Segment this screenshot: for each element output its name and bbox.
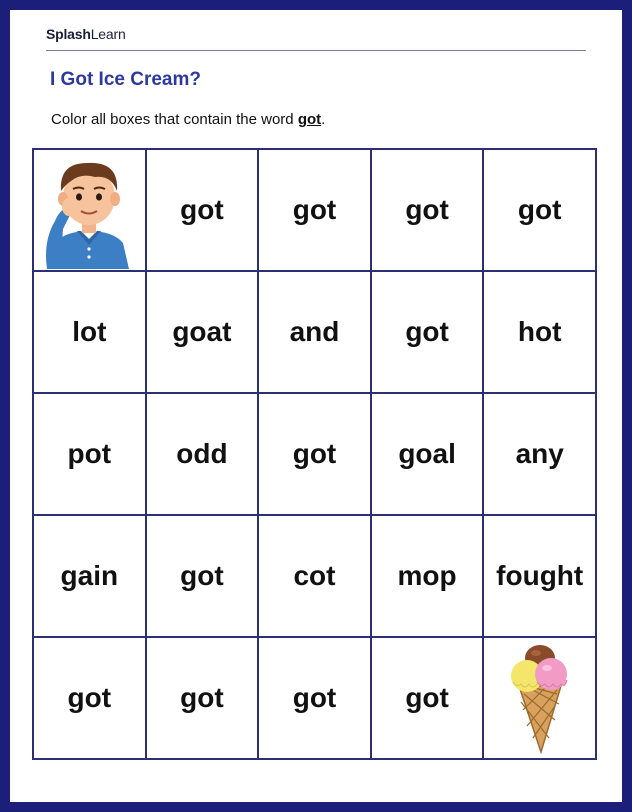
- instruction-prefix: Color all boxes that contain the word: [51, 111, 298, 128]
- brand-bold: Splash: [46, 26, 91, 42]
- worksheet-title: I Got Ice Cream?: [50, 69, 201, 90]
- word-grid: [32, 148, 597, 760]
- brand-light: Learn: [90, 26, 126, 42]
- ice-cream-image-cell: [484, 638, 597, 760]
- word-cell[interactable]: got: [34, 638, 147, 760]
- boy-image-cell: [34, 150, 147, 272]
- word-cell[interactable]: got: [372, 638, 485, 760]
- ice-cream-icon: [505, 642, 575, 754]
- word-cell[interactable]: goal: [372, 394, 485, 516]
- worksheet-page: [10, 10, 622, 802]
- word-cell[interactable]: any: [484, 394, 597, 516]
- word-cell[interactable]: and: [259, 272, 372, 394]
- brand-logo: [46, 26, 126, 42]
- word-cell[interactable]: got: [147, 516, 260, 638]
- word-cell[interactable]: mop: [372, 516, 485, 638]
- boy-thinking-icon: [37, 151, 141, 269]
- instruction-text: [51, 111, 325, 128]
- word-cell[interactable]: got: [147, 150, 260, 272]
- word-cell[interactable]: lot: [34, 272, 147, 394]
- word-cell[interactable]: fought: [484, 516, 597, 638]
- word-cell[interactable]: goat: [147, 272, 260, 394]
- word-cell[interactable]: got: [372, 150, 485, 272]
- word-cell[interactable]: got: [259, 150, 372, 272]
- word-cell[interactable]: got: [259, 638, 372, 760]
- word-cell[interactable]: odd: [147, 394, 260, 516]
- instruction-keyword: got: [297, 111, 322, 128]
- word-cell[interactable]: got: [147, 638, 260, 760]
- word-cell[interactable]: got: [259, 394, 372, 516]
- word-cell[interactable]: hot: [484, 272, 597, 394]
- word-cell[interactable]: got: [372, 272, 485, 394]
- word-cell[interactable]: pot: [34, 394, 147, 516]
- word-cell[interactable]: got: [484, 150, 597, 272]
- header-divider: [46, 50, 586, 51]
- instruction-suffix: .: [321, 111, 326, 128]
- word-cell[interactable]: cot: [259, 516, 372, 638]
- word-cell[interactable]: gain: [34, 516, 147, 638]
